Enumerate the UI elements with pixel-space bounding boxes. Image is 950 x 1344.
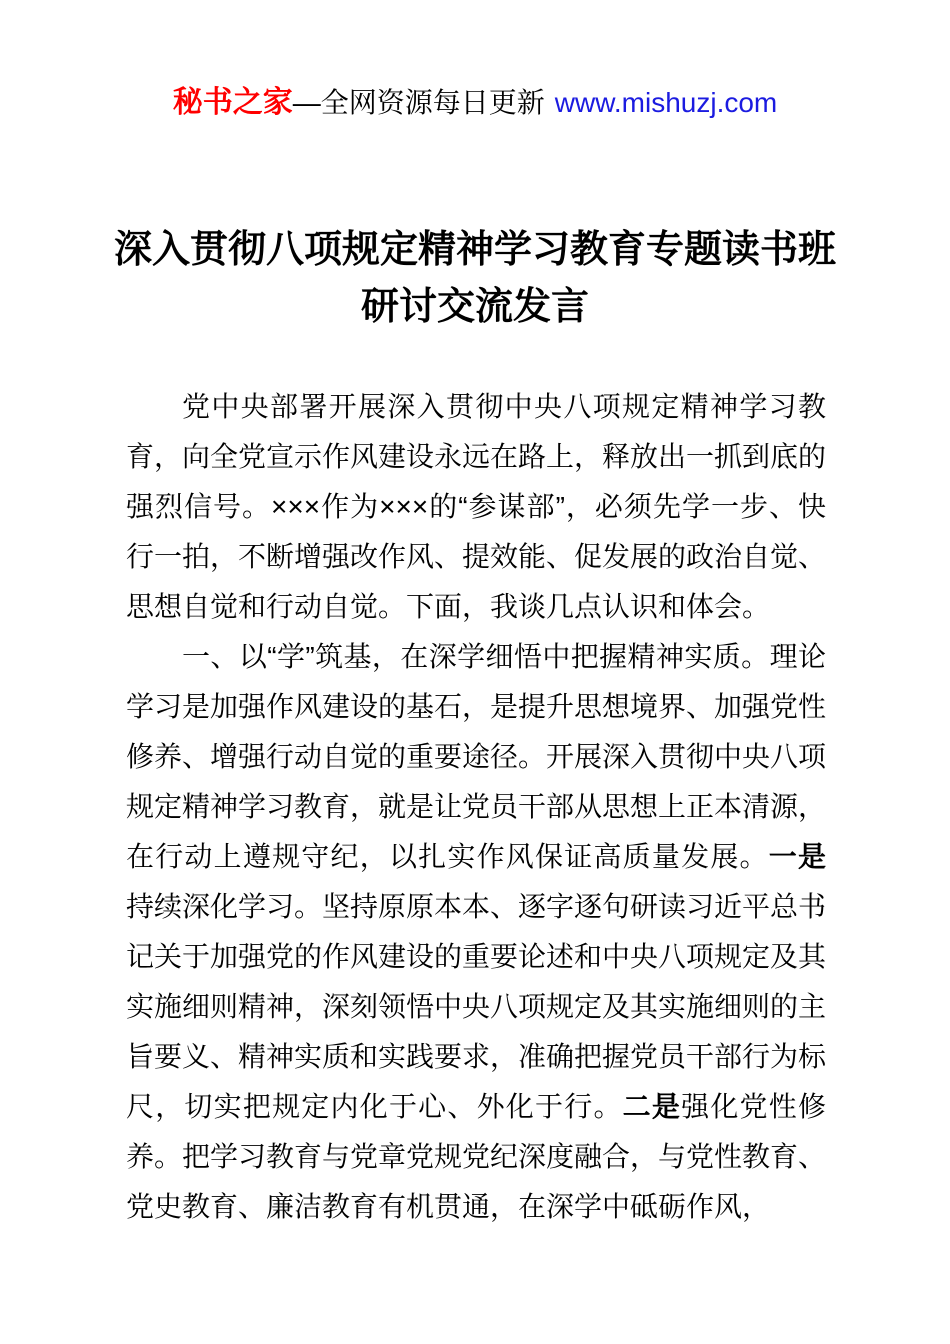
text-segment: 党中央部署开展深入贯彻中央八项规定精神学习教育，向全党宣示作风建设永远在路上，释放出一抓到底的强烈信号。×××作为×××的“参谋部”，必须先学一步、快行一拍，不断增强改作风、提效能、促发展的政治自觉、思想自觉和行动自觉。下面，我谈几点认识和体会。: [126, 391, 827, 622]
title-line-2: 研讨交流发言: [360, 286, 589, 328]
document-body: [126, 382, 826, 1232]
text-segment: 一、以“学”筑基，在深学细悟中把握精神实质。理论学习是加强作风建设的基石，是提升思想境界、加强党性修养、增强行动自觉的重要途径。开展深入贯彻中央八项规定精神学习教育，就是让党员干部从思想上正本清源，在行动上遵规守纪，以扎实作风保证高质量发展。: [126, 641, 827, 872]
document-title: [40, 222, 910, 336]
page-header: [0, 86, 950, 120]
site-brand: 秘书之家: [172, 86, 293, 119]
emphasis-text: 二是: [622, 1091, 682, 1122]
emphasis-text: 一是: [768, 841, 826, 872]
header-tagline: —全网资源每日更新: [292, 87, 545, 118]
title-line-1: 深入贯彻八项规定精神学习教育专题读书班: [113, 229, 836, 271]
text-segment: 持续深化学习。坚持原原本本、逐字逐句研读习近平总书记关于加强党的作风建设的重要论述和中央八项规定及其实施细则精神，深刻领悟中央八项规定及其实施细则的主旨要义、精神实质和实践要求，准确把握党员干部行为标尺，切实把规定内化于心、外化于行。: [126, 891, 827, 1122]
text-segment: 强化党性修养。把学习教育与党章党规党纪深度融合，与党性教育、党史教育、廉洁教育有机贯通，在深学中砥砺作风，: [126, 1091, 827, 1222]
site-url[interactable]: www.mishuzj.com: [554, 87, 778, 118]
paragraph: [126, 632, 826, 1232]
paragraph: [126, 382, 826, 632]
